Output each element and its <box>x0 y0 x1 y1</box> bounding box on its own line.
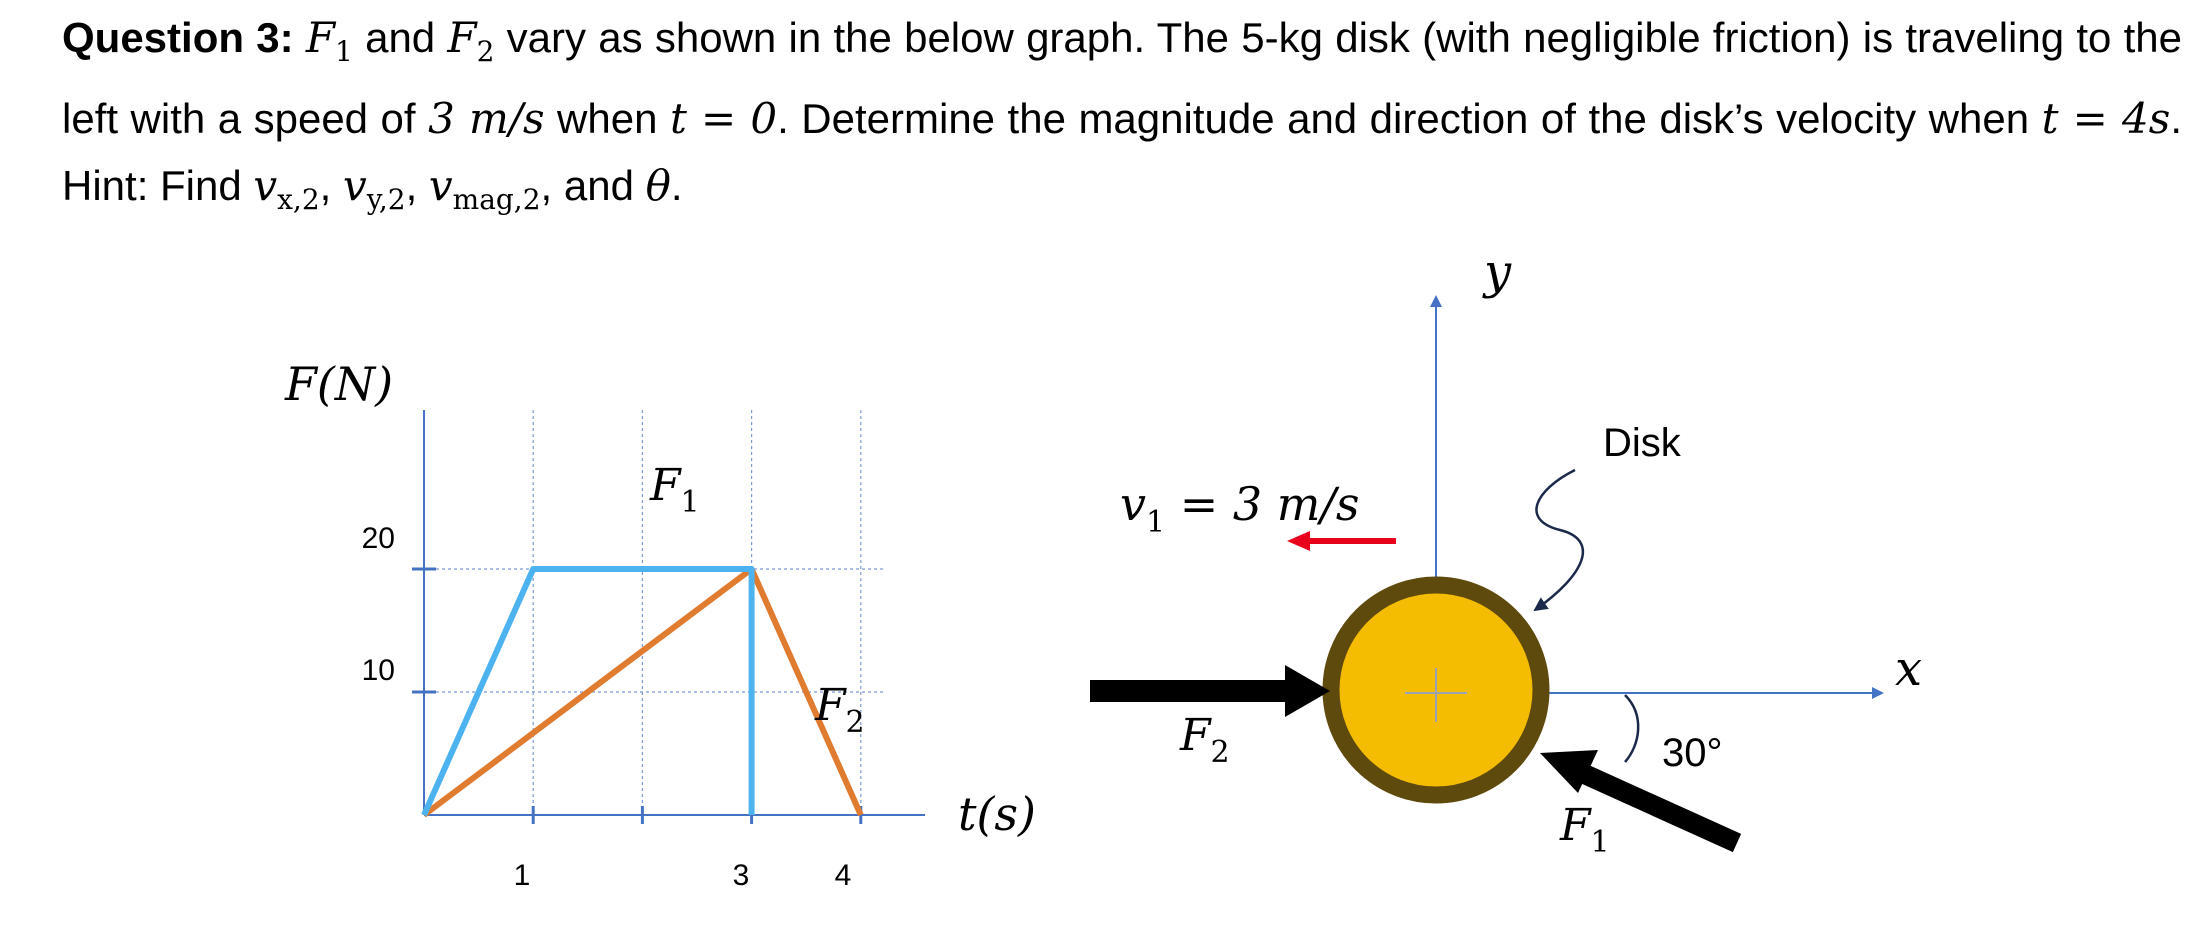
question-comma-1: , <box>319 162 343 209</box>
question-text-part5: , and <box>540 162 646 209</box>
question-time-four: t = 4s <box>2041 94 2171 143</box>
question-text-and: and <box>352 14 448 61</box>
question-vmag-symbol: v <box>428 161 453 210</box>
diagram-x-axis-label: x <box>1895 641 1923 697</box>
graph-x-axis-label: t(s) <box>958 787 1036 841</box>
question-f1-subscript: 1 <box>335 35 353 68</box>
graph-x-tick-4: 4 <box>834 859 852 892</box>
question-f2-symbol: F <box>447 13 477 62</box>
disk-label: Disk <box>1603 421 1681 465</box>
graph-y-axis-label: F(N) <box>285 357 394 411</box>
question-text-part4: . Hint: Find <box>62 95 2182 209</box>
velocity-arrow <box>1287 531 1396 551</box>
graph-y-tick-10: 10 <box>361 654 395 687</box>
question-label: Question 3: <box>62 14 294 61</box>
graph-x-tick-1: 1 <box>513 859 531 892</box>
question-f2-subscript: 2 <box>476 35 495 68</box>
diagram-y-axis-label: y <box>1484 244 1512 300</box>
graph-x-tick-3: 3 <box>732 859 750 892</box>
velocity-label: $v_1 = 3$ m/s <box>1120 477 1360 540</box>
question-vy-subscript: y,2 <box>366 183 406 216</box>
question-text-part3: . Determine the magnitude and direction of the disk’s velocity when <box>777 95 2042 142</box>
f1-force-label: $F_1$ <box>1560 800 1610 860</box>
f2-force-label: $F_2$ <box>1180 710 1230 770</box>
question-text-part1: vary as shown in the below graph. The 5-kg disk (with negligible friction) is traveling to the left with a speed of <box>62 14 2182 142</box>
question-text-part2: when <box>544 95 670 142</box>
angle-label: 30° <box>1662 731 1723 775</box>
question-time-zero: t = 0 <box>669 94 778 143</box>
question-f1-symbol: F <box>305 13 336 62</box>
graph-f2-label: $F_2$ <box>815 680 865 740</box>
graph-f1-label: $F_1$ <box>650 460 700 520</box>
question-vmag-subscript: mag,2 <box>452 183 541 216</box>
disk-leader-line <box>1535 470 1583 610</box>
question-vy-symbol: v <box>343 161 367 210</box>
question-text-end: . <box>670 162 683 209</box>
question-comma-2: , <box>405 162 429 209</box>
question-speed: 3 m/s <box>428 94 545 143</box>
graph-y-tick-20: 20 <box>361 522 395 555</box>
question-vx-subscript: x,2 <box>277 183 320 216</box>
question-vx-symbol: v <box>253 161 278 210</box>
question-theta-symbol: θ <box>645 161 671 210</box>
angle-arc <box>1625 695 1638 762</box>
